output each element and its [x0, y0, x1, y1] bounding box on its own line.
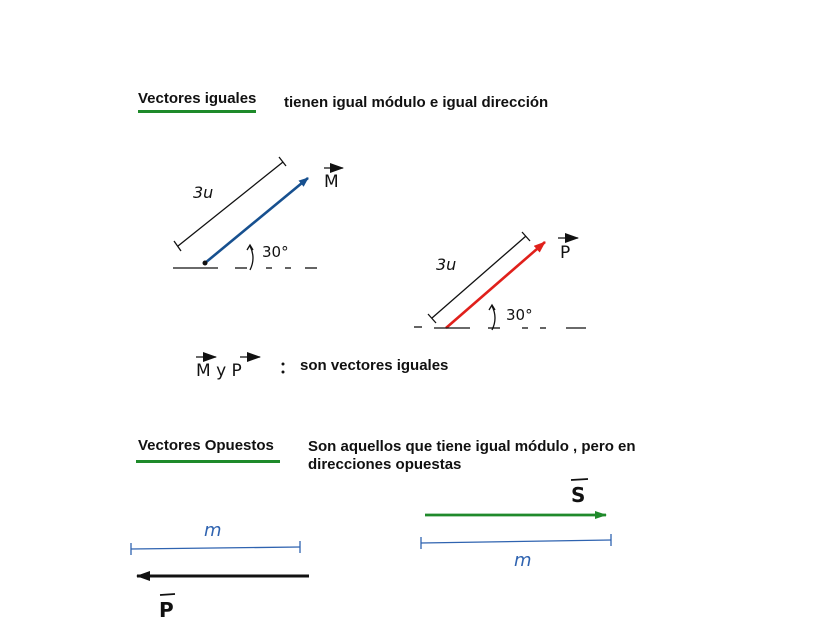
- conclusion-text: son vectores iguales: [300, 357, 449, 374]
- opposite-s-magnitude: m: [514, 550, 532, 571]
- heading-vectores-iguales: Vectores iguales: [138, 90, 257, 107]
- description-opuestos-line1: Son aquellos que tiene igual módulo , pero en: [308, 438, 636, 455]
- vector-m-origin-dot: [203, 261, 208, 266]
- description-iguales: tienen igual módulo e igual dirección: [284, 94, 549, 111]
- vector-m-dimension-tick-start: [174, 241, 181, 251]
- opposite-vector-p-group: [131, 520, 309, 621]
- heading-vectores-opuestos: Vectores Opuestos: [138, 437, 274, 454]
- opposite-p-dimension-line: [131, 547, 300, 549]
- vector-m-angle: 30°: [262, 243, 289, 261]
- vector-m-dimension-line: [178, 162, 283, 246]
- vector-m-arrow: [205, 178, 308, 263]
- vector-p-group: [414, 232, 586, 330]
- colon-dot-top: [282, 363, 285, 366]
- vector-m-group: [173, 157, 343, 270]
- vector-m-magnitude: 3u: [193, 183, 214, 202]
- description-opuestos-line2: direcciones opuestas: [308, 456, 462, 473]
- vector-p-dimension-tick-end: [522, 232, 530, 241]
- vector-p-label: P: [560, 243, 571, 263]
- vector-m-label: M: [324, 172, 339, 192]
- opposite-p-label-bar: [160, 594, 175, 595]
- opposite-vector-s-group: [421, 479, 611, 571]
- opposite-s-bar: [571, 479, 588, 480]
- conclusion-vectors-group: [196, 357, 285, 381]
- opposite-s-dimension-line: [421, 540, 611, 543]
- vector-p-angle: 30°: [506, 306, 533, 324]
- opposite-s-label: S: [571, 483, 586, 507]
- opposite-p-label: P: [159, 598, 174, 621]
- conclusion-vectors: M y P: [196, 361, 242, 381]
- opposite-p-magnitude: m: [204, 520, 222, 541]
- colon-dot-bottom: [282, 371, 285, 374]
- vector-p-magnitude: 3u: [436, 255, 457, 274]
